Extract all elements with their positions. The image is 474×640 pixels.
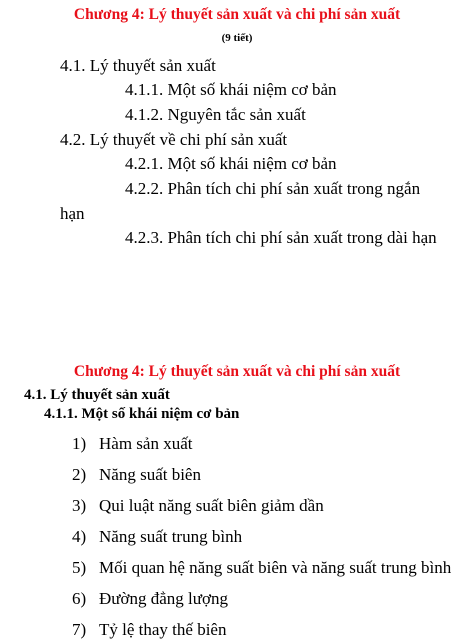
toc-item-4-2-1: 4.2.1. Một số khái niệm cơ bản	[125, 154, 337, 173]
toc-item-4-1-1: 4.1.1. Một số khái niệm cơ bản	[125, 80, 337, 99]
list-item-label: Năng suất trung bình	[99, 527, 243, 546]
lesson-hours: (9 tiết)	[221, 32, 253, 44]
chapter-title: Chương 4: Lý thuyết sản xuất và chi phí sản xuất	[73, 6, 401, 23]
list-item-number: 5)	[72, 558, 87, 577]
subsection-heading: 4.1.1. Một số khái niệm cơ bản	[44, 406, 240, 422]
list-item-number: 3)	[72, 496, 87, 515]
chapter-title: Chương 4: Lý thuyết sản xuất và chi phí sản xuất	[73, 363, 401, 380]
toc-item-4-2-2: 4.2.2. Phân tích chi phí sản xuất trong ngắn	[125, 179, 421, 198]
toc-item-4-2-2-wrap: hạn	[60, 204, 85, 223]
list-item-number: 4)	[72, 527, 87, 546]
toc-section-4-2: 4.2. Lý thuyết về chi phí sản xuất	[60, 130, 288, 149]
list-item-number: 1)	[72, 434, 87, 453]
toc-item-4-1-2: 4.1.2. Nguyên tắc sản xuất	[125, 105, 306, 124]
slide-table-of-contents	[0, 0, 474, 300]
list-item-label: Năng suất biên	[99, 465, 201, 484]
list-item-label: Qui luật năng suất biên giảm dần	[99, 496, 324, 515]
list-item-label: Mối quan hệ năng suất biên và năng suất trung bình	[99, 558, 452, 577]
list-item-number: 7)	[72, 620, 87, 639]
list-item-label: Hàm sản xuất	[99, 434, 193, 453]
section-heading: 4.1. Lý thuyết sản xuất	[24, 387, 170, 403]
list-item-number: 6)	[72, 589, 87, 608]
list-item-label: Đường đẳng lượng	[99, 589, 228, 608]
toc-section-4-1: 4.1. Lý thuyết sản xuất	[60, 56, 216, 75]
list-item-number: 2)	[72, 465, 87, 484]
toc-item-4-2-3: 4.2.3. Phân tích chi phí sản xuất trong dài hạn	[125, 228, 437, 247]
slide-section-content	[0, 352, 474, 639]
list-item-label: Tỷ lệ thay thế biên	[99, 620, 227, 639]
